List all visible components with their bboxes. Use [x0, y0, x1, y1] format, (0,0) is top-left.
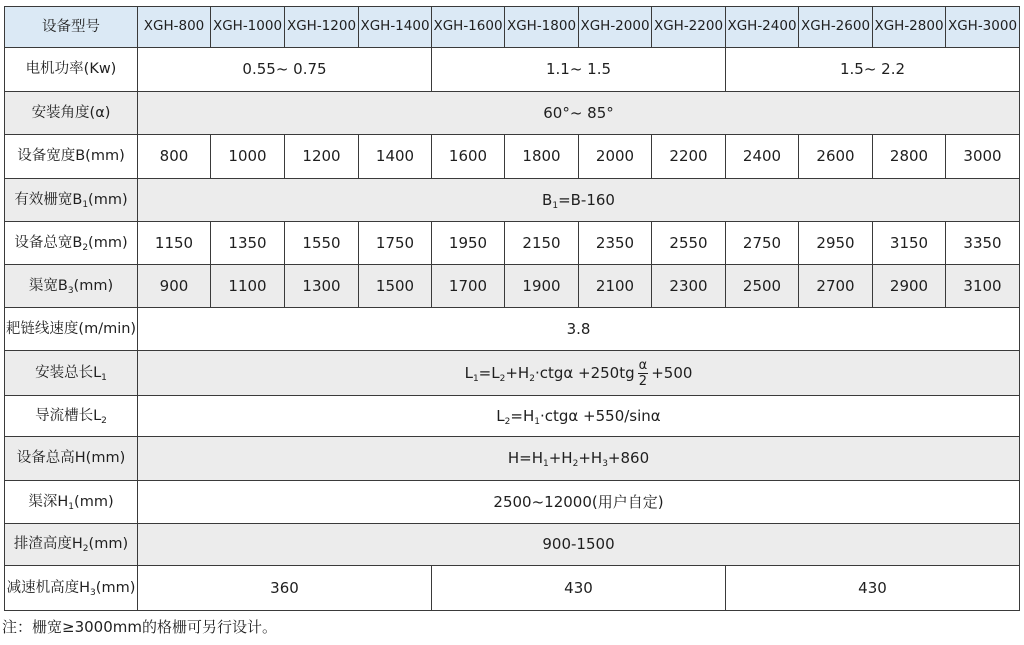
value-cell: 2800: [873, 135, 946, 179]
total-width-row: [5, 222, 1020, 265]
effective-width-row: [5, 179, 1020, 222]
value-cell: 2200: [652, 135, 726, 179]
value-cell: 0.55~ 0.75: [138, 48, 432, 92]
model-cell: XGH-1000: [211, 7, 285, 48]
model-cell: XGH-2600: [799, 7, 873, 48]
row-label: 安装角度(α): [5, 92, 138, 135]
value-cell: 1300: [285, 265, 359, 308]
row-label: 电机功率(Kw): [5, 48, 138, 92]
row-label: 导流槽长$L_2$: [5, 396, 138, 437]
value-cell: 2950: [799, 222, 873, 265]
value-cell: 3100: [946, 265, 1020, 308]
model-cell: XGH-1200: [285, 7, 359, 48]
install-angle-row: [5, 92, 1020, 135]
value-cell: 800: [138, 135, 211, 179]
model-cell: XGH-1800: [505, 7, 579, 48]
guide-length-row: [5, 396, 1020, 437]
value-cell: 2150: [505, 222, 579, 265]
device-width-row: [5, 135, 1020, 179]
model-cell: XGH-2400: [726, 7, 799, 48]
value-cell: 1800: [505, 135, 579, 179]
value-cell: 1550: [285, 222, 359, 265]
value-cell: 3.8: [138, 308, 1020, 351]
row-label: 有效栅宽$B_1(mm)$: [5, 179, 138, 222]
install-length-row: [5, 351, 1020, 396]
value-cell: 2400: [726, 135, 799, 179]
value-cell: 1350: [211, 222, 285, 265]
value-cell: 2100: [579, 265, 652, 308]
header-row: [5, 7, 1020, 48]
value-cell: 1.1~ 1.5: [432, 48, 726, 92]
model-cell: XGH-800: [138, 7, 211, 48]
row-label: 设备总高H(mm): [5, 437, 138, 481]
channel-depth-row: [5, 481, 1020, 524]
value-cell: 3150: [873, 222, 946, 265]
formula-cell: $H=H_1+H_2+H_3+860$: [138, 437, 1020, 481]
value-cell: 1900: [505, 265, 579, 308]
header-label: 设备型号: [5, 7, 138, 48]
value-cell: 2300: [652, 265, 726, 308]
value-cell: 2700: [799, 265, 873, 308]
model-cell: XGH-2200: [652, 7, 726, 48]
motor-power-row: [5, 48, 1020, 92]
row-label: 排渣高度$H_2(mm)$: [5, 524, 138, 566]
value-cell: 3350: [946, 222, 1020, 265]
spec-table: [4, 6, 1020, 611]
value-cell: 900: [138, 265, 211, 308]
value-cell: 1950: [432, 222, 505, 265]
value-cell: 360: [138, 566, 432, 611]
row-label: 渠宽$B_3(mm)$: [5, 265, 138, 308]
row-label: 耙链线速度(m/min): [5, 308, 138, 351]
value-cell: 2900: [873, 265, 946, 308]
row-label: 设备宽度B(mm): [5, 135, 138, 179]
value-cell: 1150: [138, 222, 211, 265]
value-cell: 430: [726, 566, 1020, 611]
value-cell: 3000: [946, 135, 1020, 179]
value-cell: 1750: [359, 222, 432, 265]
value-cell: 1500: [359, 265, 432, 308]
reducer-height-row: [5, 566, 1020, 611]
value-cell: 1400: [359, 135, 432, 179]
value-cell: 2000: [579, 135, 652, 179]
value-cell: 900-1500: [138, 524, 1020, 566]
value-cell: 430: [432, 566, 726, 611]
value-cell: 2350: [579, 222, 652, 265]
value-cell: 2500~12000(用户自定): [138, 481, 1020, 524]
formula-cell: $B_1=B-160$: [138, 179, 1020, 222]
value-cell: 2600: [799, 135, 873, 179]
value-cell: 1100: [211, 265, 285, 308]
total-height-row: [5, 437, 1020, 481]
value-cell: 1000: [211, 135, 285, 179]
model-cell: XGH-3000: [946, 7, 1020, 48]
value-cell: 1200: [285, 135, 359, 179]
value-cell: 1600: [432, 135, 505, 179]
value-cell: 2500: [726, 265, 799, 308]
model-cell: XGH-1600: [432, 7, 505, 48]
row-label: 减速机高度$H_3(mm)$: [5, 566, 138, 611]
footnote: 注：栅宽≥3000mm的格栅可另行设计。: [2, 618, 277, 636]
fraction: $\frac{\alpha}{2}$: [638, 357, 648, 389]
value-cell: 2550: [652, 222, 726, 265]
model-cell: XGH-2000: [579, 7, 652, 48]
model-cell: XGH-2800: [873, 7, 946, 48]
discharge-height-row: [5, 524, 1020, 566]
model-cell: XGH-1400: [359, 7, 432, 48]
formula-cell: $L_1=L_2+H_2\cdot ctg\alpha +250tg$ $\frac{\alpha}{2}$ +500: [138, 351, 1020, 396]
value-cell: 2750: [726, 222, 799, 265]
value-cell: 60°~ 85°: [138, 92, 1020, 135]
chain-speed-row: [5, 308, 1020, 351]
channel-width-row: [5, 265, 1020, 308]
value-cell: 1.5~ 2.2: [726, 48, 1020, 92]
value-cell: 1700: [432, 265, 505, 308]
row-label: 渠深$H_1(mm)$: [5, 481, 138, 524]
row-label: 设备总宽$B_2(mm)$: [5, 222, 138, 265]
formula-cell: $L_2=H_1\cdot ctg\alpha +550/\sin\alpha$: [138, 396, 1020, 437]
row-label: 安装总长$L_1$: [5, 351, 138, 396]
